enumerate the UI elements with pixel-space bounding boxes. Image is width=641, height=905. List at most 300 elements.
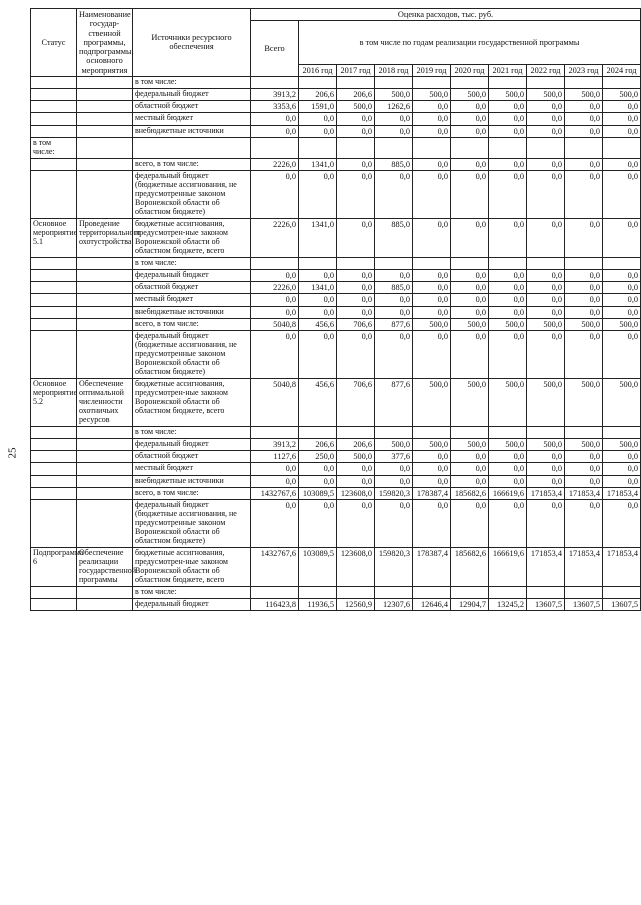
header-total: Всего xyxy=(251,21,299,77)
cell-year-value xyxy=(565,426,603,438)
cell-year-value: 0,0 xyxy=(451,463,489,475)
table-row xyxy=(31,158,641,170)
cell-year-value: 0,0 xyxy=(337,219,375,258)
cell-source: федеральный бюджет xyxy=(133,438,251,450)
cell-year-value: 206,6 xyxy=(299,438,337,450)
cell-year-value: 0,0 xyxy=(451,282,489,294)
cell-status xyxy=(31,426,77,438)
cell-year-value xyxy=(603,586,641,598)
cell-year-value: 206,6 xyxy=(337,88,375,100)
cell-year-value: 0,0 xyxy=(527,125,565,137)
cell-year-value: 500,0 xyxy=(603,438,641,450)
cell-name xyxy=(77,426,133,438)
cell-year-value: 0,0 xyxy=(337,158,375,170)
cell-total: 1127,6 xyxy=(251,450,299,462)
cell-name: Обеспечение оптимальной численности охотничьих ресурсов xyxy=(77,378,133,426)
cell-year-value: 178387,4 xyxy=(413,487,451,499)
cell-year-value: 0,0 xyxy=(337,331,375,379)
cell-name xyxy=(77,257,133,269)
cell-year-value xyxy=(451,76,489,88)
cell-year-value: 0,0 xyxy=(603,113,641,125)
cell-year-value: 0,0 xyxy=(299,475,337,487)
cell-year-value: 0,0 xyxy=(565,219,603,258)
cell-total: 1432767,6 xyxy=(251,547,299,586)
cell-year-value: 0,0 xyxy=(489,450,527,462)
cell-year-value: 0,0 xyxy=(489,219,527,258)
cell-status xyxy=(31,113,77,125)
cell-year-value: 0,0 xyxy=(565,450,603,462)
cell-total: 0,0 xyxy=(251,306,299,318)
cell-year-value: 500,0 xyxy=(565,438,603,450)
table-row xyxy=(31,487,641,499)
cell-year-value: 0,0 xyxy=(603,125,641,137)
cell-year-value: 500,0 xyxy=(337,450,375,462)
cell-year-value: 0,0 xyxy=(489,113,527,125)
cell-source: федеральный бюджет (бюджетные ассигнования, не предусмотренные законом Воронежской области об областном бюджете) xyxy=(133,171,251,219)
cell-total xyxy=(251,257,299,269)
cell-status xyxy=(31,438,77,450)
cell-year-value: 0,0 xyxy=(489,331,527,379)
table-row xyxy=(31,463,641,475)
cell-year-value: 0,0 xyxy=(413,269,451,281)
cell-year-value: 159820,3 xyxy=(375,487,413,499)
cell-year-value: 0,0 xyxy=(603,219,641,258)
cell-year-value: 456,6 xyxy=(299,318,337,330)
cell-year-value: 885,0 xyxy=(375,219,413,258)
cell-total: 0,0 xyxy=(251,269,299,281)
cell-year-value xyxy=(375,586,413,598)
header-year: 2019 год xyxy=(413,64,451,76)
cell-year-value: 159820,3 xyxy=(375,547,413,586)
cell-year-value: 185682,6 xyxy=(451,547,489,586)
cell-year-value: 0,0 xyxy=(489,125,527,137)
cell-year-value xyxy=(489,138,527,159)
cell-year-value: 0,0 xyxy=(489,500,527,548)
cell-year-value xyxy=(337,138,375,159)
cell-year-value: 206,6 xyxy=(299,88,337,100)
cell-year-value: 0,0 xyxy=(375,269,413,281)
cell-year-value: 0,0 xyxy=(603,269,641,281)
cell-year-value: 0,0 xyxy=(565,101,603,113)
cell-year-value: 0,0 xyxy=(489,463,527,475)
cell-year-value xyxy=(489,76,527,88)
cell-year-value: 0,0 xyxy=(603,101,641,113)
cell-total: 0,0 xyxy=(251,171,299,219)
cell-year-value: 0,0 xyxy=(337,282,375,294)
cell-source: федеральный бюджет (бюджетные ассигнования, не предусмотренные законом Воронежской области об областном бюджете) xyxy=(133,500,251,548)
cell-status: в том числе: xyxy=(31,138,77,159)
cell-name xyxy=(77,487,133,499)
cell-year-value: 0,0 xyxy=(451,294,489,306)
cell-year-value: 11936,5 xyxy=(299,598,337,610)
header-source: Источники ресурсного обеспечения xyxy=(133,9,251,77)
cell-year-value: 0,0 xyxy=(375,171,413,219)
cell-year-value: 103089,5 xyxy=(299,547,337,586)
cell-year-value: 1341,0 xyxy=(299,282,337,294)
cell-year-value: 0,0 xyxy=(527,158,565,170)
cell-total: 0,0 xyxy=(251,113,299,125)
cell-year-value: 0,0 xyxy=(451,171,489,219)
cell-year-value: 0,0 xyxy=(527,331,565,379)
cell-year-value: 166619,6 xyxy=(489,487,527,499)
cell-name: Обеспечение реализации государственной программы xyxy=(77,547,133,586)
cell-status xyxy=(31,171,77,219)
cell-total: 2226,0 xyxy=(251,158,299,170)
budget-table-container xyxy=(30,8,640,898)
cell-source: внебюджетные источники xyxy=(133,306,251,318)
cell-year-value xyxy=(413,257,451,269)
cell-status xyxy=(31,306,77,318)
cell-year-value: 0,0 xyxy=(451,219,489,258)
cell-status xyxy=(31,450,77,462)
cell-year-value: 0,0 xyxy=(375,463,413,475)
cell-year-value: 0,0 xyxy=(299,125,337,137)
cell-source: бюджетные ассигнования, предусмотрен-ные законом Воронежской области об областном бюджете, всего xyxy=(133,547,251,586)
cell-year-value: 123608,0 xyxy=(337,547,375,586)
cell-year-value: 0,0 xyxy=(299,306,337,318)
cell-year-value: 0,0 xyxy=(527,450,565,462)
cell-year-value: 0,0 xyxy=(527,294,565,306)
cell-year-value: 103089,5 xyxy=(299,487,337,499)
cell-year-value xyxy=(299,76,337,88)
cell-year-value: 0,0 xyxy=(451,113,489,125)
cell-year-value: 13607,5 xyxy=(527,598,565,610)
cell-year-value: 0,0 xyxy=(375,113,413,125)
cell-name xyxy=(77,306,133,318)
table-row xyxy=(31,88,641,100)
cell-status xyxy=(31,487,77,499)
cell-total: 0,0 xyxy=(251,294,299,306)
header-year: 2023 год xyxy=(565,64,603,76)
cell-year-value xyxy=(527,76,565,88)
cell-year-value: 0,0 xyxy=(565,500,603,548)
table-row xyxy=(31,500,641,548)
cell-source: в том числе: xyxy=(133,257,251,269)
cell-year-value: 500,0 xyxy=(337,101,375,113)
table-row xyxy=(31,125,641,137)
cell-year-value xyxy=(337,426,375,438)
cell-year-value: 500,0 xyxy=(451,378,489,426)
cell-year-value xyxy=(603,76,641,88)
table-row xyxy=(31,269,641,281)
cell-source: бюджетные ассигнования, предусмотрен-ные законом Воронежской области об областном бюджете, всего xyxy=(133,378,251,426)
cell-name xyxy=(77,586,133,598)
cell-year-value: 0,0 xyxy=(603,500,641,548)
cell-year-value xyxy=(565,257,603,269)
cell-year-value: 12904,7 xyxy=(451,598,489,610)
table-row xyxy=(31,438,641,450)
cell-year-value: 0,0 xyxy=(527,269,565,281)
header-year: 2024 год xyxy=(603,64,641,76)
cell-status: Подпрограмма 6 xyxy=(31,547,77,586)
cell-year-value: 500,0 xyxy=(451,88,489,100)
cell-total: 5040,8 xyxy=(251,318,299,330)
cell-year-value: 377,6 xyxy=(375,450,413,462)
cell-year-value: 0,0 xyxy=(489,306,527,318)
cell-year-value xyxy=(603,426,641,438)
table-row xyxy=(31,219,641,258)
cell-year-value: 0,0 xyxy=(413,500,451,548)
cell-year-value: 171853,4 xyxy=(565,547,603,586)
cell-total: 0,0 xyxy=(251,125,299,137)
cell-year-value: 500,0 xyxy=(413,318,451,330)
cell-year-value: 1341,0 xyxy=(299,219,337,258)
cell-year-value: 0,0 xyxy=(603,294,641,306)
cell-status xyxy=(31,101,77,113)
cell-year-value: 0,0 xyxy=(489,475,527,487)
cell-year-value: 0,0 xyxy=(413,158,451,170)
cell-year-value xyxy=(565,586,603,598)
cell-year-value xyxy=(299,138,337,159)
cell-year-value: 0,0 xyxy=(527,282,565,294)
cell-status xyxy=(31,294,77,306)
cell-year-value: 0,0 xyxy=(299,171,337,219)
cell-year-value: 171853,4 xyxy=(565,487,603,499)
cell-name xyxy=(77,125,133,137)
cell-year-value: 0,0 xyxy=(337,475,375,487)
cell-year-value: 500,0 xyxy=(489,88,527,100)
table-row xyxy=(31,76,641,88)
cell-year-value: 0,0 xyxy=(565,269,603,281)
cell-total xyxy=(251,76,299,88)
cell-year-value: 0,0 xyxy=(299,463,337,475)
table-row xyxy=(31,318,641,330)
cell-name xyxy=(77,138,133,159)
table-header xyxy=(31,9,641,77)
cell-year-value: 171853,4 xyxy=(527,547,565,586)
cell-year-value: 500,0 xyxy=(565,88,603,100)
cell-total xyxy=(251,426,299,438)
cell-year-value: 500,0 xyxy=(527,88,565,100)
cell-year-value: 0,0 xyxy=(299,331,337,379)
cell-year-value: 0,0 xyxy=(413,331,451,379)
cell-total: 0,0 xyxy=(251,475,299,487)
cell-year-value: 706,6 xyxy=(337,378,375,426)
cell-year-value: 0,0 xyxy=(603,331,641,379)
cell-year-value: 1341,0 xyxy=(299,158,337,170)
cell-year-value: 0,0 xyxy=(565,158,603,170)
cell-year-value: 0,0 xyxy=(451,125,489,137)
header-status: Статус xyxy=(31,9,77,77)
cell-year-value: 0,0 xyxy=(489,171,527,219)
cell-year-value: 171853,4 xyxy=(603,487,641,499)
cell-year-value: 0,0 xyxy=(565,475,603,487)
cell-name xyxy=(77,88,133,100)
cell-year-value: 877,6 xyxy=(375,318,413,330)
cell-total: 0,0 xyxy=(251,500,299,548)
cell-year-value: 12560,9 xyxy=(337,598,375,610)
cell-year-value: 500,0 xyxy=(527,438,565,450)
cell-total: 5040,8 xyxy=(251,378,299,426)
cell-year-value xyxy=(299,257,337,269)
cell-status: Основное мероприятие 5.2 xyxy=(31,378,77,426)
table-row xyxy=(31,331,641,379)
cell-year-value: 500,0 xyxy=(489,318,527,330)
cell-total: 1432767,6 xyxy=(251,487,299,499)
cell-year-value: 500,0 xyxy=(375,438,413,450)
cell-year-value: 706,6 xyxy=(337,318,375,330)
cell-year-value: 500,0 xyxy=(565,318,603,330)
cell-total: 0,0 xyxy=(251,331,299,379)
table-row xyxy=(31,426,641,438)
cell-year-value: 500,0 xyxy=(375,88,413,100)
cell-year-value: 500,0 xyxy=(413,438,451,450)
cell-status xyxy=(31,331,77,379)
cell-year-value xyxy=(375,76,413,88)
cell-year-value: 500,0 xyxy=(527,378,565,426)
cell-source: местный бюджет xyxy=(133,463,251,475)
cell-year-value xyxy=(375,426,413,438)
cell-source: областной бюджет xyxy=(133,450,251,462)
cell-year-value: 0,0 xyxy=(451,331,489,379)
header-year: 2016 год xyxy=(299,64,337,76)
cell-source: в том числе: xyxy=(133,586,251,598)
cell-source: в том числе: xyxy=(133,76,251,88)
cell-total: 0,0 xyxy=(251,463,299,475)
cell-status xyxy=(31,282,77,294)
cell-year-value: 13245,2 xyxy=(489,598,527,610)
cell-source: областной бюджет xyxy=(133,101,251,113)
table-row xyxy=(31,378,641,426)
cell-year-value: 0,0 xyxy=(603,475,641,487)
cell-year-value: 13607,5 xyxy=(565,598,603,610)
header-by-years: в том числе по годам реализации государственной программы xyxy=(299,21,641,64)
cell-name xyxy=(77,450,133,462)
cell-year-value: 0,0 xyxy=(451,450,489,462)
cell-year-value: 0,0 xyxy=(337,306,375,318)
cell-year-value: 500,0 xyxy=(413,88,451,100)
table-row xyxy=(31,294,641,306)
cell-year-value: 0,0 xyxy=(527,101,565,113)
cell-year-value: 0,0 xyxy=(565,113,603,125)
cell-status xyxy=(31,598,77,610)
cell-name xyxy=(77,158,133,170)
cell-year-value: 500,0 xyxy=(451,318,489,330)
cell-year-value: 185682,6 xyxy=(451,487,489,499)
table-body xyxy=(31,76,641,610)
cell-year-value: 0,0 xyxy=(489,101,527,113)
cell-year-value: 500,0 xyxy=(527,318,565,330)
cell-year-value: 500,0 xyxy=(603,88,641,100)
cell-year-value: 0,0 xyxy=(451,269,489,281)
header-name: Наименование государ-ственной программы, подпрограммы, основного мероприятия xyxy=(77,9,133,77)
cell-status xyxy=(31,158,77,170)
cell-year-value xyxy=(565,138,603,159)
cell-year-value: 0,0 xyxy=(375,475,413,487)
cell-year-value: 0,0 xyxy=(565,171,603,219)
page-number-container xyxy=(0,0,24,905)
cell-year-value xyxy=(413,76,451,88)
cell-name xyxy=(77,76,133,88)
cell-name xyxy=(77,598,133,610)
cell-year-value: 0,0 xyxy=(337,125,375,137)
header-estimate: Оценка расходов, тыс. руб. xyxy=(251,9,641,21)
cell-year-value xyxy=(299,426,337,438)
cell-year-value xyxy=(337,586,375,598)
cell-year-value xyxy=(489,426,527,438)
cell-year-value: 885,0 xyxy=(375,282,413,294)
table-row xyxy=(31,171,641,219)
cell-year-value: 500,0 xyxy=(413,378,451,426)
cell-source: всего, в том числе: xyxy=(133,487,251,499)
cell-year-value: 0,0 xyxy=(299,500,337,548)
cell-name xyxy=(77,294,133,306)
cell-year-value: 0,0 xyxy=(565,125,603,137)
cell-year-value: 0,0 xyxy=(337,269,375,281)
cell-year-value: 250,0 xyxy=(299,450,337,462)
cell-year-value: 0,0 xyxy=(565,294,603,306)
cell-year-value xyxy=(451,257,489,269)
cell-year-value xyxy=(489,586,527,598)
cell-year-value: 0,0 xyxy=(451,306,489,318)
cell-year-value: 0,0 xyxy=(413,463,451,475)
cell-source: внебюджетные источники xyxy=(133,125,251,137)
cell-year-value: 0,0 xyxy=(337,294,375,306)
cell-name xyxy=(77,475,133,487)
cell-year-value xyxy=(375,138,413,159)
cell-source: областной бюджет xyxy=(133,282,251,294)
budget-table xyxy=(30,8,641,611)
header-year: 2022 год xyxy=(527,64,565,76)
cell-year-value: 0,0 xyxy=(527,306,565,318)
cell-year-value xyxy=(527,586,565,598)
cell-year-value: 877,6 xyxy=(375,378,413,426)
cell-source: всего, в том числе: xyxy=(133,318,251,330)
cell-year-value: 171853,4 xyxy=(527,487,565,499)
cell-name xyxy=(77,318,133,330)
cell-year-value: 1591,0 xyxy=(299,101,337,113)
cell-status xyxy=(31,88,77,100)
cell-year-value xyxy=(489,257,527,269)
cell-year-value: 0,0 xyxy=(489,158,527,170)
table-row xyxy=(31,257,641,269)
cell-year-value: 12307,6 xyxy=(375,598,413,610)
cell-year-value: 0,0 xyxy=(451,475,489,487)
cell-year-value: 0,0 xyxy=(413,475,451,487)
cell-year-value: 12646,4 xyxy=(413,598,451,610)
cell-year-value: 0,0 xyxy=(489,269,527,281)
cell-name xyxy=(77,113,133,125)
cell-year-value xyxy=(413,138,451,159)
cell-source: федеральный бюджет (бюджетные ассигнования, не предусмотренные законом Воронежской области об областном бюджете) xyxy=(133,331,251,379)
cell-name: Проведение территориального охотустройства xyxy=(77,219,133,258)
cell-year-value: 123608,0 xyxy=(337,487,375,499)
cell-year-value: 0,0 xyxy=(413,294,451,306)
cell-total: 116423,8 xyxy=(251,598,299,610)
cell-total: 2226,0 xyxy=(251,282,299,294)
table-row xyxy=(31,138,641,159)
cell-year-value: 0,0 xyxy=(413,101,451,113)
cell-year-value: 0,0 xyxy=(527,475,565,487)
cell-status xyxy=(31,463,77,475)
cell-year-value: 500,0 xyxy=(489,438,527,450)
table-row xyxy=(31,113,641,125)
cell-year-value: 500,0 xyxy=(489,378,527,426)
cell-status xyxy=(31,125,77,137)
cell-year-value: 500,0 xyxy=(451,438,489,450)
cell-year-value: 0,0 xyxy=(413,306,451,318)
cell-year-value: 0,0 xyxy=(299,294,337,306)
table-row xyxy=(31,547,641,586)
table-row xyxy=(31,306,641,318)
header-year: 2021 год xyxy=(489,64,527,76)
cell-year-value: 0,0 xyxy=(527,463,565,475)
cell-year-value: 0,0 xyxy=(489,294,527,306)
cell-year-value: 0,0 xyxy=(337,463,375,475)
cell-year-value xyxy=(413,586,451,598)
cell-year-value: 13607,5 xyxy=(603,598,641,610)
cell-name xyxy=(77,282,133,294)
